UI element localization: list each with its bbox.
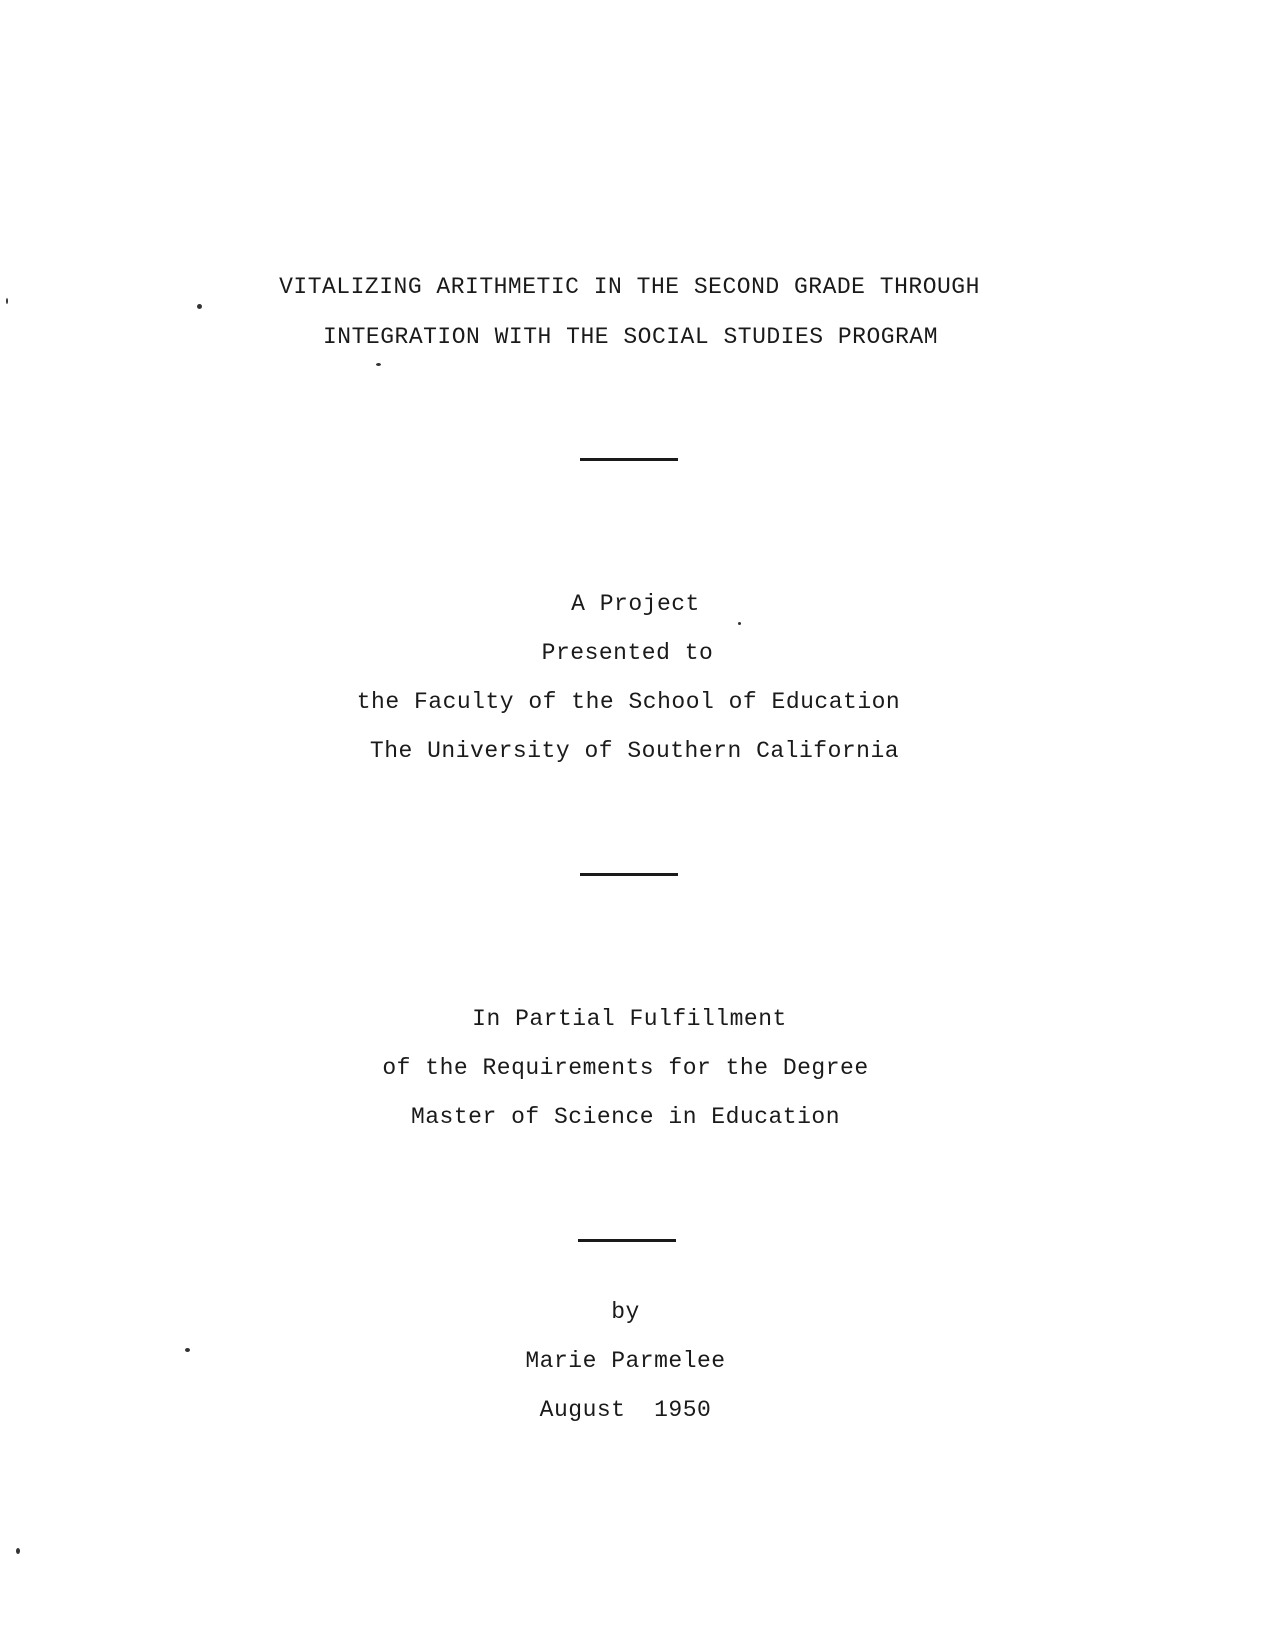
fulfillment-line-1: In Partial Fulfillment bbox=[472, 1006, 787, 1032]
section-divider bbox=[578, 1239, 676, 1242]
section-divider bbox=[580, 873, 678, 876]
section-divider bbox=[580, 458, 678, 461]
degree-line: Master of Science in Education bbox=[410, 1104, 841, 1130]
scan-speck bbox=[197, 304, 202, 309]
fulfillment-line-2: of the Requirements for the Degree bbox=[382, 1055, 869, 1081]
scan-speck bbox=[738, 622, 741, 625]
scan-speck bbox=[16, 1548, 20, 1554]
title-line-2: INTEGRATION WITH THE SOCIAL STUDIES PROGRAM bbox=[323, 324, 938, 350]
submission-date: August 1950 bbox=[539, 1397, 712, 1423]
university-line: The University of Southern California bbox=[369, 738, 900, 764]
scan-speck bbox=[376, 363, 381, 366]
project-label: A Project bbox=[571, 591, 700, 617]
by-label: by bbox=[611, 1299, 640, 1325]
title-line-1: VITALIZING ARITHMETIC IN THE SECOND GRADE THROUGH bbox=[279, 274, 980, 300]
presented-to: Presented to bbox=[541, 640, 714, 666]
faculty-line: the Faculty of the School of Education bbox=[356, 689, 901, 715]
scan-speck bbox=[6, 298, 8, 304]
author-name: Marie Parmelee bbox=[525, 1348, 726, 1374]
scan-speck bbox=[185, 1348, 190, 1352]
